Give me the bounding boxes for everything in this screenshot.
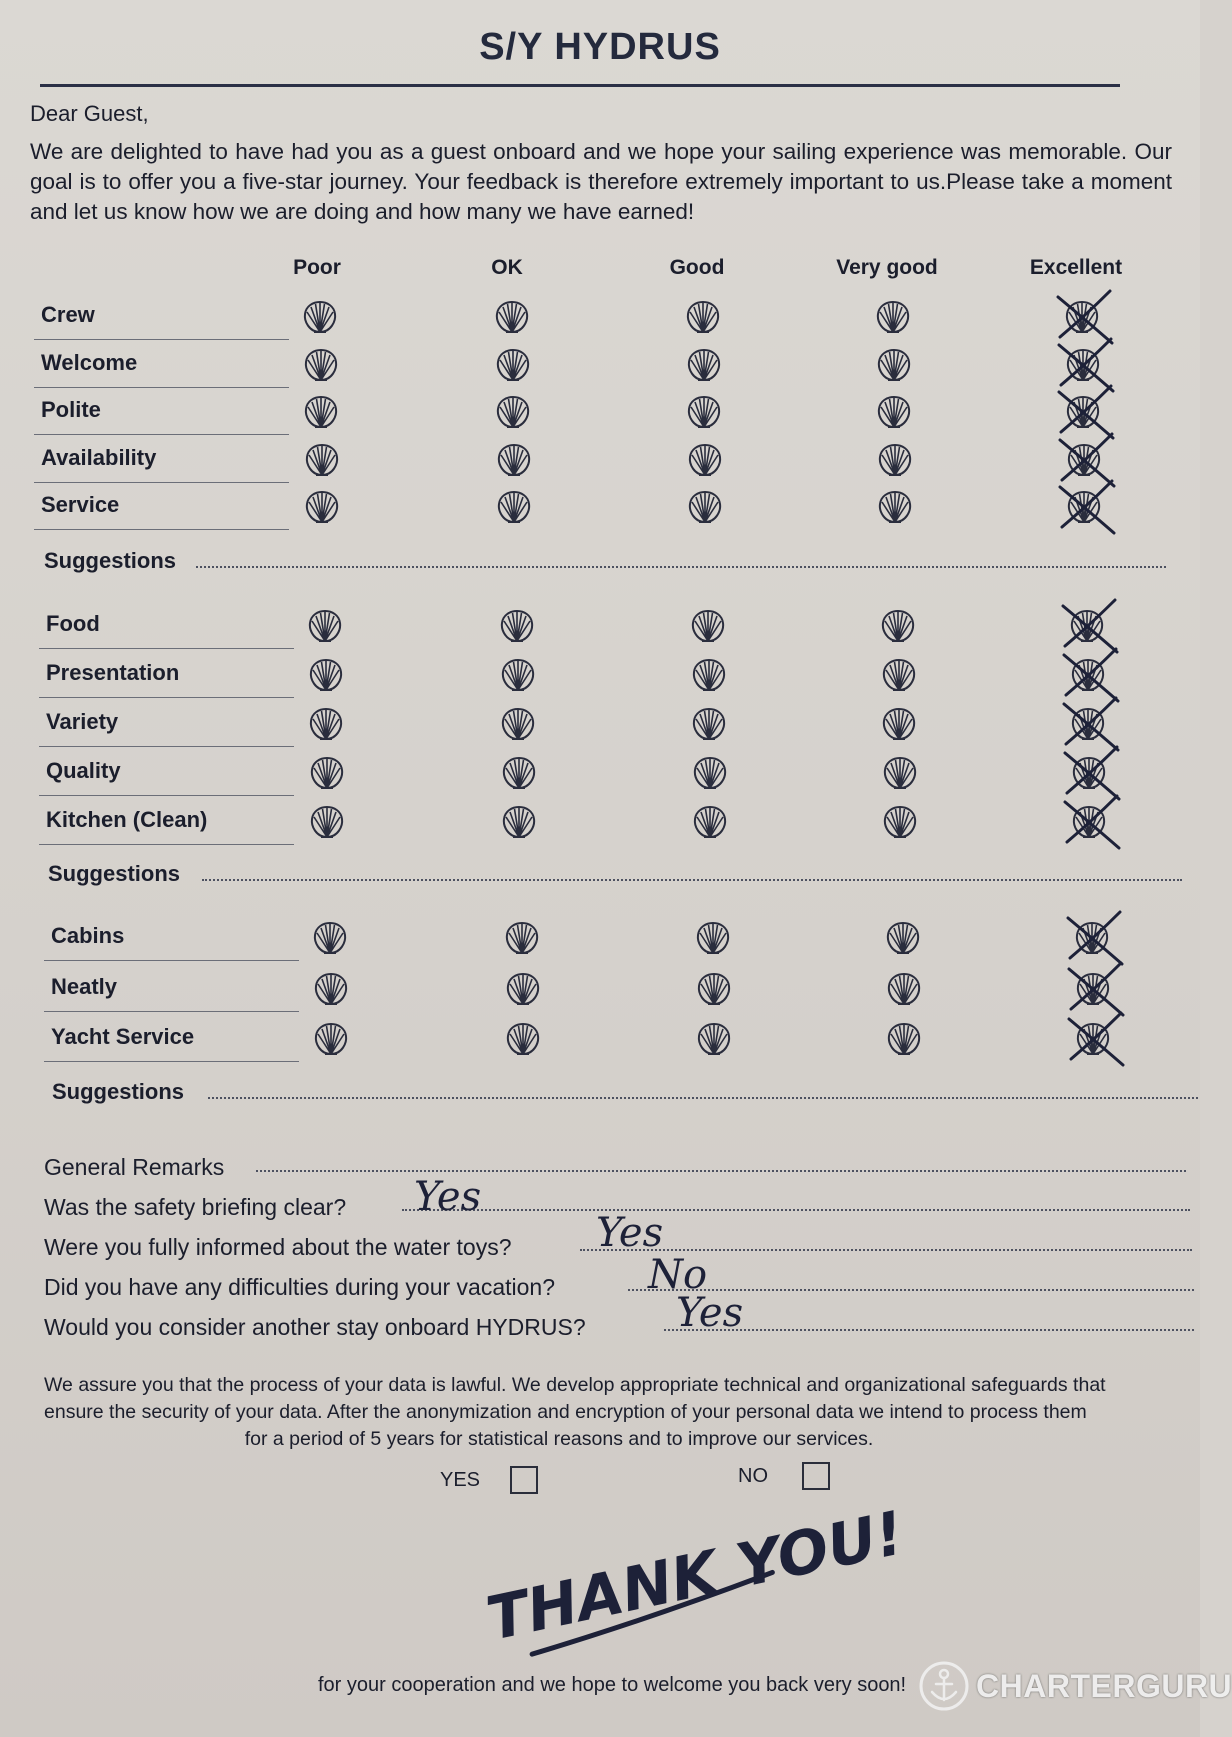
footer-message: for your cooperation and we hope to welcome you back very soon! — [318, 1674, 907, 1696]
shell-icon[interactable] — [499, 657, 537, 693]
shell-icon[interactable] — [500, 755, 538, 791]
shell-icon[interactable] — [876, 442, 914, 478]
question-safety-briefing: Was the safety briefing clear? — [44, 1194, 347, 1220]
shell-icon[interactable] — [694, 920, 732, 956]
privacy-notice — [44, 1372, 1214, 1453]
shell-icon[interactable] — [301, 299, 339, 335]
question-another-stay: Would you consider another stay onboard HYDRUS? — [44, 1314, 586, 1340]
row-label-crew: Crew — [41, 302, 95, 327]
answer-water-toys: Yes — [596, 1210, 664, 1256]
shell-icon[interactable] — [493, 299, 531, 335]
row-label-presentation: Presentation — [46, 660, 180, 685]
shell-icon[interactable] — [302, 347, 340, 383]
shell-icon[interactable] — [495, 442, 533, 478]
shell-icon[interactable] — [504, 971, 542, 1007]
shell-icon[interactable] — [307, 706, 345, 742]
handwritten-thank-you — [470, 1498, 910, 1655]
answer-safety-briefing: Yes — [414, 1174, 482, 1220]
answer-line-safety[interactable] — [402, 1209, 1190, 1211]
row-label-neatly: Neatly — [51, 973, 118, 999]
consent-no-label: NO — [738, 1465, 768, 1487]
consent-no-checkbox[interactable] — [802, 1462, 830, 1490]
row-label-variety: Variety — [46, 709, 119, 734]
shell-icon[interactable] — [685, 347, 723, 383]
shell-icon[interactable] — [308, 804, 346, 840]
shell-icon[interactable] — [312, 1021, 350, 1057]
row-divider — [34, 339, 289, 340]
shell-icon[interactable] — [879, 608, 917, 644]
shell-icon[interactable] — [495, 489, 533, 525]
shell-icon[interactable] — [499, 706, 537, 742]
anchor-icon — [918, 1660, 970, 1712]
selected-mark-icon — [1054, 477, 1120, 537]
shell-icon[interactable] — [876, 489, 914, 525]
consent-yes-label: YES — [440, 1469, 481, 1491]
shell-icon[interactable] — [503, 920, 541, 956]
row-label-availability: Availability — [41, 444, 157, 470]
shell-icon[interactable] — [691, 804, 729, 840]
row-label-food: Food — [46, 611, 100, 636]
row-divider — [44, 1011, 299, 1012]
question-difficulties: Did you have any difficulties during your vacation? — [44, 1274, 555, 1300]
row-divider — [39, 746, 294, 747]
shell-icon[interactable] — [303, 442, 341, 478]
shell-icon[interactable] — [494, 347, 532, 383]
shell-icon[interactable] — [695, 971, 733, 1007]
row-divider — [34, 387, 289, 388]
shell-icon[interactable] — [691, 755, 729, 791]
selected-mark-icon — [1059, 792, 1125, 852]
shell-icon[interactable] — [881, 755, 919, 791]
row-divider — [39, 844, 294, 845]
row-divider — [34, 482, 289, 483]
shell-icon[interactable] — [685, 394, 723, 430]
answer-difficulties: No — [648, 1252, 708, 1298]
row-label-welcome: Welcome — [41, 349, 138, 375]
column-excellent: Excellent — [1029, 256, 1123, 279]
shell-icon[interactable] — [686, 489, 724, 525]
privacy-line-1: We assure you that the process of your data is lawful. We develop appropriate technical and organizational safeguards that — [44, 1374, 1106, 1396]
row-divider — [39, 795, 294, 796]
suggestions-label: Suggestions — [48, 861, 181, 886]
shell-icon[interactable] — [302, 394, 340, 430]
row-divider — [34, 434, 289, 435]
privacy-line-3: for a period of 5 years for statistical reasons and to improve our services. — [244, 1428, 874, 1450]
shell-icon[interactable] — [690, 706, 728, 742]
suggestions-line[interactable] — [202, 879, 1182, 881]
privacy-line-2: ensure the security of your data. After the anonymization and encryption of your personal data we intend to process them — [44, 1401, 1087, 1423]
suggestions-label: Suggestions — [52, 1079, 185, 1104]
shell-icon[interactable] — [690, 657, 728, 693]
row-divider — [39, 648, 294, 649]
shell-icon[interactable] — [686, 442, 724, 478]
shell-icon[interactable] — [874, 299, 912, 335]
shell-icon[interactable] — [303, 489, 341, 525]
suggestions-label: Suggestions — [44, 548, 177, 573]
row-divider — [34, 529, 289, 530]
svg-text:THANK YOU!: THANK YOU! — [480, 1498, 910, 1655]
shell-icon[interactable] — [684, 299, 722, 335]
shell-icon[interactable] — [494, 394, 532, 430]
shell-icon[interactable] — [875, 394, 913, 430]
row-divider — [39, 697, 294, 698]
consent-yes-checkbox[interactable] — [510, 1466, 538, 1494]
shell-icon[interactable] — [311, 920, 349, 956]
column-very-good: Very good — [836, 256, 938, 279]
shell-icon[interactable] — [884, 920, 922, 956]
title-divider — [40, 84, 1120, 87]
row-label-cabins: Cabins — [51, 923, 125, 948]
watermark-text: CHARTERGURU — [976, 1667, 1232, 1704]
row-label-service: Service — [41, 492, 120, 517]
row-label-yacht-service: Yacht Service — [51, 1024, 195, 1049]
row-label-polite: Polite — [41, 397, 101, 422]
suggestions-line[interactable] — [196, 566, 1166, 568]
general-remarks-label: General Remarks — [44, 1154, 225, 1180]
shell-icon[interactable] — [885, 1021, 923, 1057]
row-label-quality: Quality — [46, 758, 121, 783]
shell-icon[interactable] — [306, 608, 344, 644]
greeting: Dear Guest, — [30, 101, 149, 126]
column-poor: Poor — [293, 256, 341, 279]
shell-icon[interactable] — [308, 755, 346, 791]
shell-icon[interactable] — [312, 971, 350, 1007]
shell-icon[interactable] — [504, 1021, 542, 1057]
row-label-kitchen-clean: Kitchen (Clean) — [46, 807, 208, 832]
shell-icon[interactable] — [695, 1021, 733, 1057]
watermark-logo — [918, 1660, 1232, 1712]
shell-icon[interactable] — [885, 971, 923, 1007]
selected-mark-icon — [1063, 1009, 1129, 1069]
question-water-toys: Were you fully informed about the water toys? — [44, 1234, 512, 1260]
row-divider — [44, 960, 299, 961]
row-divider — [44, 1061, 299, 1062]
column-good: Good — [669, 256, 725, 279]
intro-paragraph: We are delighted to have had you as a guest onboard and we hope your sailing experience was memorable. Our goal is to offer you a five-star journey. Your feedback is therefore extremely important to us.Please take a moment and let us know how we are doing and how many we have earned! — [30, 139, 1172, 224]
answer-another-stay: Yes — [676, 1290, 744, 1336]
column-ok: OK — [491, 256, 523, 279]
shell-icon[interactable] — [498, 608, 536, 644]
general-remarks-line[interactable] — [256, 1170, 1186, 1172]
shell-icon[interactable] — [880, 706, 918, 742]
shell-icon[interactable] — [689, 608, 727, 644]
form-title: S/Y HYDRUS — [479, 26, 721, 68]
answer-line-another-stay[interactable] — [664, 1329, 1194, 1331]
answer-line-water-toys[interactable] — [580, 1249, 1192, 1251]
shell-icon[interactable] — [500, 804, 538, 840]
shell-icon[interactable] — [875, 347, 913, 383]
shell-icon[interactable] — [307, 657, 345, 693]
shell-icon[interactable] — [881, 804, 919, 840]
shell-icon[interactable] — [880, 657, 918, 693]
suggestions-line[interactable] — [208, 1097, 1198, 1099]
